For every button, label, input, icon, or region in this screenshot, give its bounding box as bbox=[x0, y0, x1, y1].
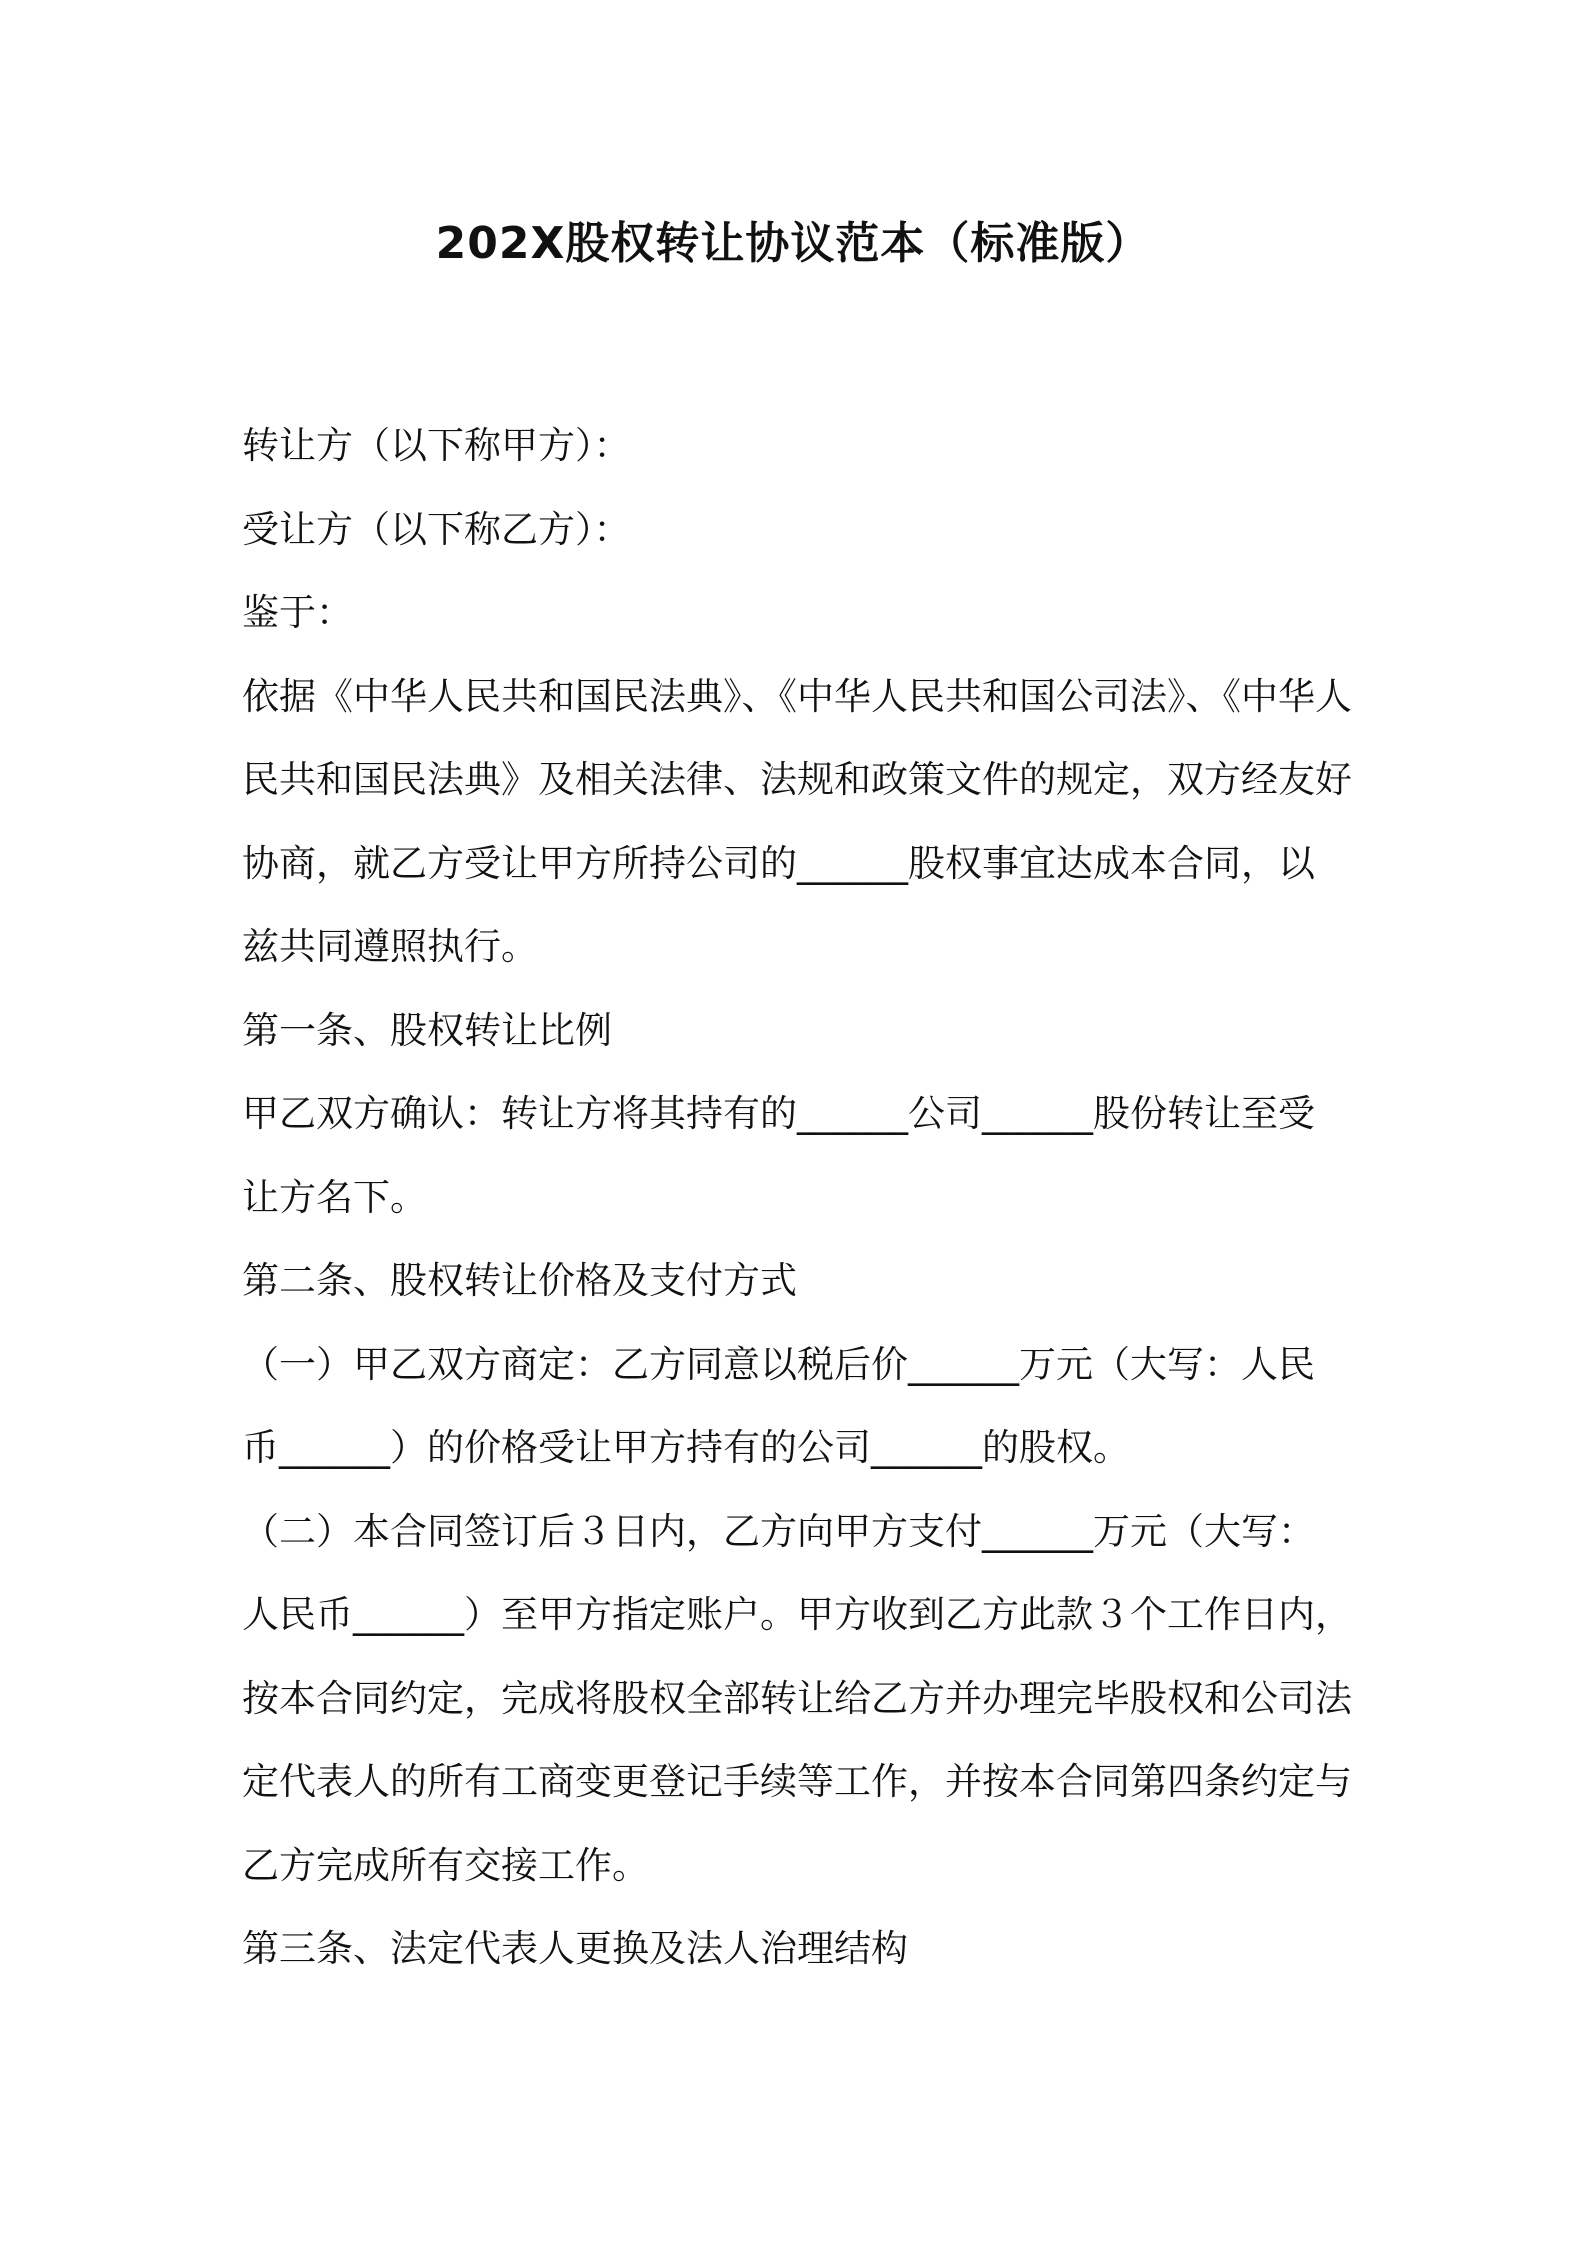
text-line: 乙方完成所有交接工作。 bbox=[242, 1843, 649, 1887]
text-line: 币______）的价格受让甲方持有的公司______的股权。 bbox=[242, 1426, 1130, 1469]
section-heading: 第二条、股权转让价格及支付方式 bbox=[242, 1259, 797, 1302]
text-line: 受让方（以下称乙方）： bbox=[242, 507, 631, 551]
section-heading: 第一条、股权转让比例 bbox=[242, 1008, 612, 1052]
text-line: （二）本合同签订后３日内，乙方向甲方支付______万元（大写： bbox=[242, 1509, 1315, 1553]
text-line: （一）甲乙双方商定：乙方同意以税后价______万元（大写：人民 bbox=[242, 1342, 1315, 1386]
document-body bbox=[242, 404, 1352, 1991]
text-line: 让方名下。 bbox=[242, 1175, 427, 1219]
text-line: 定代表人的所有工商变更登记手续等工作，并按本合同第四条约定与 bbox=[242, 1760, 1352, 1803]
text-line: 甲乙双方确认：转让方将其持有的______公司______股份转让至受 bbox=[242, 1092, 1315, 1135]
text-line: 转让方（以下称甲方）： bbox=[242, 424, 631, 467]
text-line: 人民币______）至甲方指定账户。甲方收到乙方此款３个工作日内， bbox=[242, 1593, 1352, 1636]
document-title: 202X股权转让协议范本（标准版） bbox=[435, 218, 1151, 269]
section-heading: 第三条、法定代表人更换及法人治理结构 bbox=[242, 1927, 908, 1970]
text-line: 鉴于： bbox=[242, 591, 353, 634]
text-line: 依据《中华人民共和国民法典》、《中华人民共和国公司法》、《中华人 bbox=[242, 674, 1352, 718]
text-line: 兹共同遵照执行。 bbox=[242, 925, 538, 968]
text-line: 按本合同约定，完成将股权全部转让给乙方并办理完毕股权和公司法 bbox=[242, 1676, 1352, 1720]
text-line: 协商，就乙方受让甲方所持公司的______股权事宜达成本合同，以 bbox=[242, 841, 1315, 885]
text-line: 民共和国民法典》及相关法律、法规和政策文件的规定，双方经友好 bbox=[242, 758, 1352, 801]
